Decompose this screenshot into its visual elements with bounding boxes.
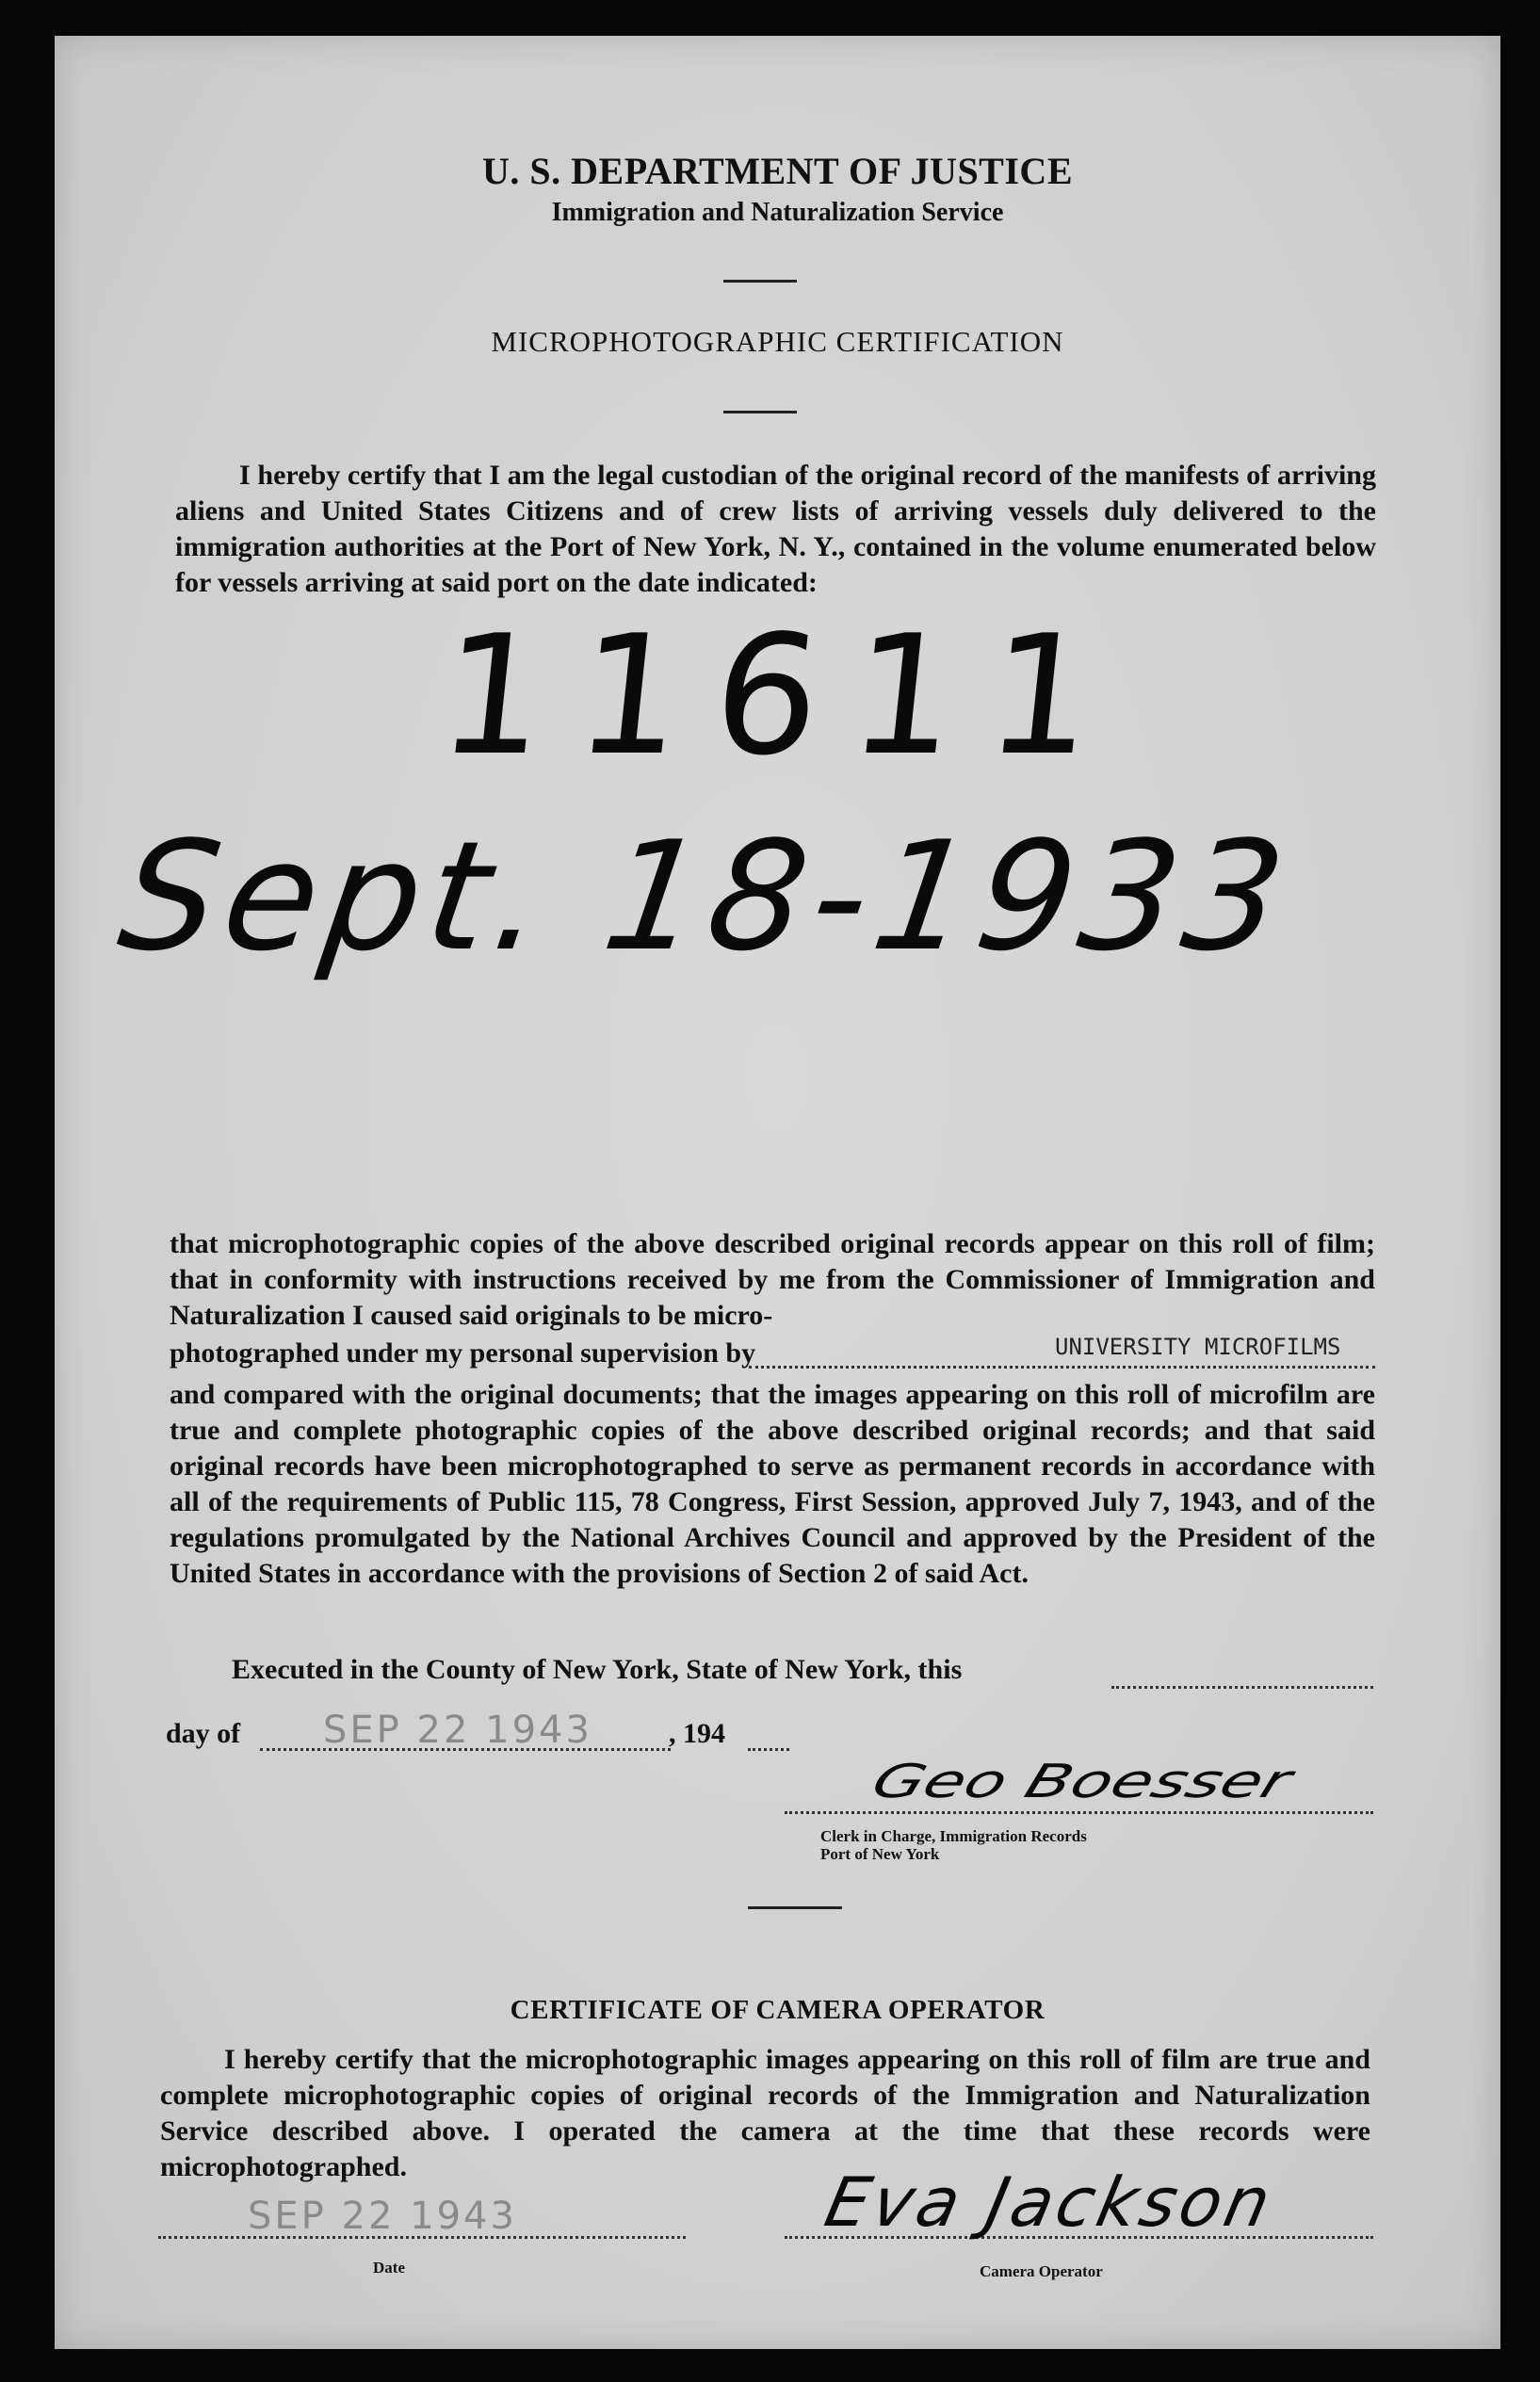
department-heading: U. S. DEPARTMENT OF JUSTICE bbox=[482, 150, 1073, 192]
body-text-2: and compared with the original documents; that the images appearing on this roll of microfilm are true and complete photographic copies of the above described original records; and that said original records have been microphotographed to serve as permanent records in accordance with all of the requirements of Public 115, 78 Congress, First Session, approved July 7, 1943, and of the regulations promulgated by the National Archives Council and approved by the President of the United States in accordance with the provisions of Section 2 of said Act. bbox=[170, 1379, 1375, 1589]
certificate-page bbox=[55, 36, 1500, 2349]
supervision-by-value: UNIVERSITY MICROFILMS bbox=[1055, 1334, 1341, 1360]
executed-text: Executed in the County of New York, State of New York, this bbox=[232, 1654, 963, 1685]
year-dotted-line bbox=[748, 1748, 789, 1751]
camera-operator-text: I hereby certify that the microphotographic images appearing on this roll of film are true and complete microphotographic copies of original records of the Immigration and Naturalization Service described above. I operated the camera at the time that these records were microphotographed. bbox=[160, 2044, 1370, 2182]
certification-body-2 bbox=[170, 1377, 1375, 1592]
certification-intro bbox=[175, 458, 1376, 601]
clerk-signature: Geo Boesser bbox=[865, 1754, 1299, 1808]
camera-operator-title: CERTIFICATE OF CAMERA OPERATOR bbox=[510, 1995, 1046, 2025]
date-stamp: SEP 22 1943 bbox=[323, 1709, 592, 1752]
signature-dotted-line bbox=[785, 1811, 1373, 1814]
year-label: , 194 bbox=[669, 1718, 725, 1749]
handwritten-volume-number: 11611 bbox=[430, 601, 1136, 792]
operator-date-label: Date bbox=[373, 2259, 405, 2277]
operator-label: Camera Operator bbox=[980, 2262, 1103, 2280]
operator-signature: Eva Jackson bbox=[819, 2163, 1281, 2242]
divider bbox=[723, 280, 797, 283]
service-subheading: Immigration and Naturalization Service bbox=[551, 198, 1004, 227]
divider bbox=[748, 1906, 842, 1909]
divider bbox=[723, 411, 797, 413]
handwritten-arrival-date: Sept. 18-1933 bbox=[109, 808, 1302, 984]
signer-title-line1: Clerk in Charge, Immigration Records bbox=[820, 1827, 1087, 1845]
supervision-prefix: photographed under my personal supervision by bbox=[170, 1337, 756, 1369]
executed-dotted-line bbox=[1111, 1686, 1373, 1689]
operator-date-stamp: SEP 22 1943 bbox=[248, 2195, 517, 2238]
body-text-1: that microphotographic copies of the above described original records appear on this roll of film; that in conformity with instructions received by me from the Commissioner of Immigration and Naturalization I caused said originals to be micro- bbox=[170, 1228, 1375, 1331]
day-of-label: day of bbox=[166, 1718, 241, 1749]
certification-body-1 bbox=[170, 1226, 1375, 1334]
form-title: MICROPHOTOGRAPHIC CERTIFICATION bbox=[491, 325, 1064, 358]
intro-text: I hereby certify that I am the legal custodian of the original record of the manifests of arriving aliens and United States Citizens and of crew lists of arriving vessels duly delivered to the immigration authorities at the Port of New York, N. Y., contained in the volume enumerated below for vessels arriving at said port on the date indicated: bbox=[175, 460, 1376, 598]
supervision-dotted-line bbox=[749, 1366, 1375, 1369]
supervision-line bbox=[170, 1334, 1375, 1375]
signer-title-line2: Port of New York bbox=[820, 1845, 940, 1863]
